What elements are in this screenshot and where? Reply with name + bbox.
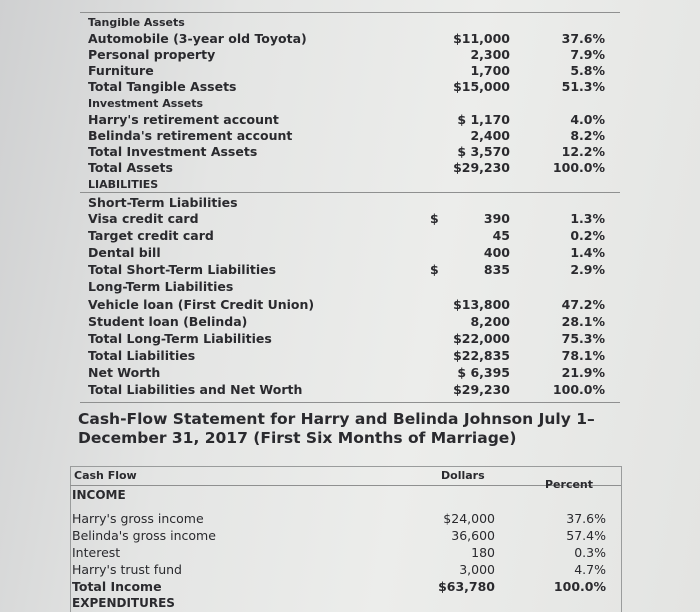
table-row <box>0 244 700 261</box>
table-row <box>0 111 700 128</box>
percent-column-header: Percent <box>545 478 594 491</box>
total-assets-label: Total Assets <box>88 160 173 175</box>
short-term-heading-row <box>0 194 700 211</box>
liabilities-heading-row <box>0 176 700 193</box>
row-percent: 0.2% <box>570 228 605 243</box>
dollar-sign: $ <box>430 211 439 226</box>
row-label: Visa credit card <box>88 211 199 226</box>
row-amount: $13,800 <box>453 297 510 312</box>
cash-flow-title: Cash-Flow Statement for Harry and Belinda Johnson July 1–December 31, 2017 (First Six Months of Marriage) <box>78 410 595 447</box>
table-row <box>0 510 700 527</box>
cash-flow-header-row <box>0 467 700 491</box>
table-row <box>0 127 700 144</box>
row-label: Vehicle loan (First Credit Union) <box>88 297 315 312</box>
income-heading: INCOME <box>72 488 126 502</box>
dollars-column-header: Dollars <box>441 469 485 482</box>
row-amount: 36,600 <box>451 528 495 543</box>
table-row <box>0 544 700 561</box>
table-row <box>0 210 700 227</box>
liabilities-heading: LIABILITIES <box>88 178 159 191</box>
table-row <box>0 313 700 330</box>
bottom-rule <box>80 402 620 403</box>
total-label: Total Investment Assets <box>88 144 258 159</box>
total-liabilities-net-worth-percent: 100.0% <box>552 382 605 397</box>
row-percent: 28.1% <box>561 314 605 329</box>
table-row <box>0 227 700 244</box>
row-percent: 57.4% <box>566 528 606 543</box>
total-liabilities-net-worth-label: Total Liabilities and Net Worth <box>88 382 303 397</box>
net-worth-amount: $ 6,395 <box>457 365 510 380</box>
total-row <box>0 78 700 95</box>
row-label: Student loan (Belinda) <box>88 314 248 329</box>
row-amount: 390 <box>483 211 510 226</box>
row-amount: 2,300 <box>470 47 510 62</box>
total-label: Total Tangible Assets <box>88 79 237 94</box>
row-label: Dental bill <box>88 245 161 260</box>
expenditures-heading: EXPENDITURES <box>72 596 175 610</box>
row-percent: 1.3% <box>570 211 605 226</box>
total-income-label: Total Income <box>72 579 162 594</box>
total-row <box>0 261 700 278</box>
row-percent: 5.8% <box>570 63 605 78</box>
total-liabilities-percent: 78.1% <box>561 348 605 363</box>
tangible-heading-row <box>0 14 700 31</box>
total-assets-percent: 100.0% <box>552 160 605 175</box>
total-label: Total Short-Term Liabilities <box>88 262 277 277</box>
total-liabilities-row <box>0 347 700 364</box>
row-percent: 37.6% <box>566 511 606 526</box>
long-term-heading: Long-Term Liabilities <box>88 279 234 294</box>
total-label: Total Long-Term Liabilities <box>88 331 272 346</box>
row-label: Target credit card <box>88 228 214 243</box>
table-row <box>0 527 700 544</box>
row-label: Harry's gross income <box>72 511 204 526</box>
total-percent: 75.3% <box>561 331 605 346</box>
row-amount: 3,000 <box>459 562 495 577</box>
investment-heading-row <box>0 95 700 112</box>
total-amount: $15,000 <box>453 79 510 94</box>
total-amount: $ 3,570 <box>457 144 510 159</box>
row-percent: 4.0% <box>570 112 605 127</box>
row-amount: 180 <box>471 545 495 560</box>
table-row <box>0 46 700 63</box>
total-liabilities-net-worth-amount: $29,230 <box>453 382 510 397</box>
net-worth-label: Net Worth <box>88 365 161 380</box>
total-assets-amount: $29,230 <box>453 160 510 175</box>
tangible-heading: Tangible Assets <box>88 16 185 29</box>
row-amount: 400 <box>483 245 510 260</box>
row-label: Belinda's gross income <box>72 528 216 543</box>
table-row <box>0 561 700 578</box>
total-percent: 2.9% <box>570 262 605 277</box>
row-label: Interest <box>72 545 121 560</box>
total-liabilities-amount: $22,835 <box>453 348 510 363</box>
table-row <box>0 30 700 47</box>
row-percent: 8.2% <box>570 128 605 143</box>
total-income-row <box>0 578 700 595</box>
row-percent: 1.4% <box>570 245 605 260</box>
investment-heading: Investment Assets <box>88 97 204 110</box>
net-worth-percent: 21.9% <box>561 365 605 380</box>
row-label: Harry's trust fund <box>72 562 182 577</box>
total-liabilities-label: Total Liabilities <box>88 348 196 363</box>
table-row <box>0 296 700 313</box>
row-amount: $11,000 <box>453 31 510 46</box>
total-assets-row <box>0 159 700 176</box>
total-income-amount: $63,780 <box>438 579 495 594</box>
row-amount: $24,000 <box>443 511 495 526</box>
top-rule <box>80 12 620 13</box>
row-amount: $ 1,170 <box>457 112 510 127</box>
total-income-percent: 100.0% <box>553 579 606 594</box>
short-term-heading: Short-Term Liabilities <box>88 195 238 210</box>
long-term-heading-row <box>0 278 700 295</box>
total-percent: 12.2% <box>561 144 605 159</box>
row-amount: 1,700 <box>470 63 510 78</box>
expenditures-heading-row <box>0 595 700 612</box>
row-label: Harry's retirement account <box>88 112 279 127</box>
row-percent: 47.2% <box>561 297 605 312</box>
dollar-sign: $ <box>430 262 439 277</box>
total-row <box>0 143 700 160</box>
income-heading-row <box>0 487 700 504</box>
row-amount: 45 <box>492 228 510 243</box>
net-worth-row <box>0 364 700 381</box>
row-label: Personal property <box>88 47 216 62</box>
cash-flow-column-label: Cash Flow <box>74 469 137 482</box>
total-amount: 835 <box>483 262 510 277</box>
row-amount: 8,200 <box>470 314 510 329</box>
row-percent: 7.9% <box>570 47 605 62</box>
total-row <box>0 330 700 347</box>
row-percent: 37.6% <box>561 31 605 46</box>
row-amount: 2,400 <box>470 128 510 143</box>
row-percent: 4.7% <box>574 562 606 577</box>
row-label: Belinda's retirement account <box>88 128 293 143</box>
total-liabilities-net-worth-row <box>0 381 700 398</box>
table-row <box>0 62 700 79</box>
row-percent: 0.3% <box>574 545 606 560</box>
row-label: Automobile (3-year old Toyota) <box>88 31 307 46</box>
total-amount: $22,000 <box>453 331 510 346</box>
row-label: Furniture <box>88 63 154 78</box>
total-percent: 51.3% <box>561 79 605 94</box>
cash-flow-header-rule <box>70 485 621 486</box>
